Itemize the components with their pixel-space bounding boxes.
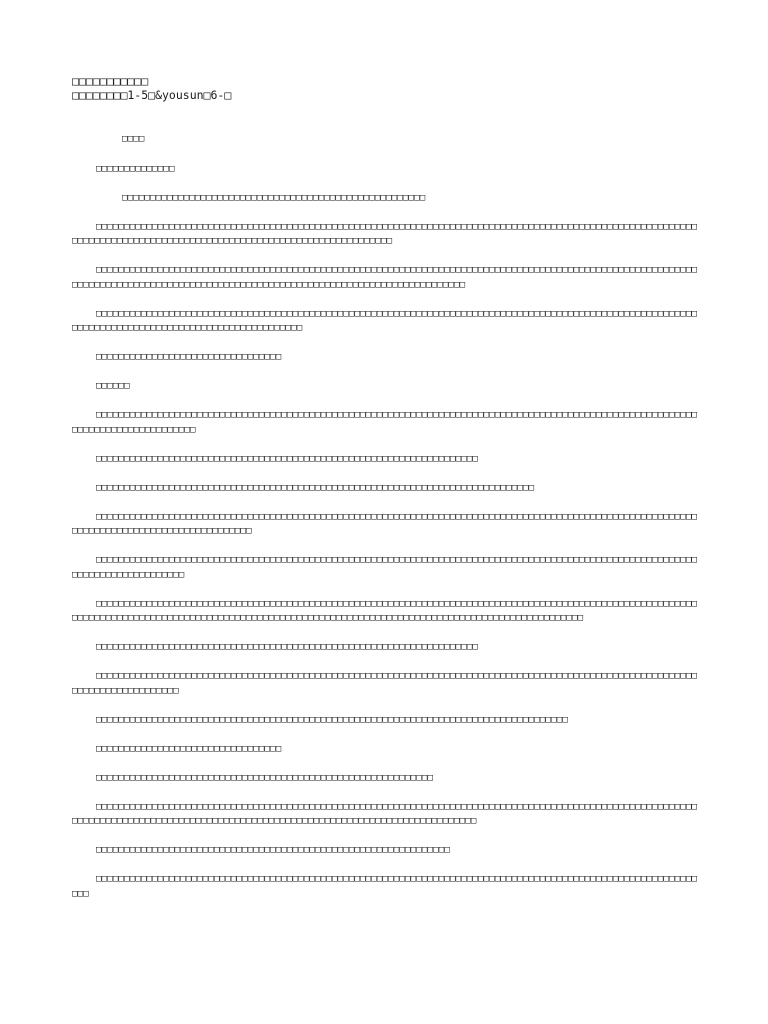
paragraph: □□□□□□□□□□□□□□□□□□□□□□□□□□□□□□□□□□□□□□□□□□□□□□□□□□□□□□□□□□□□□□□ bbox=[96, 845, 450, 855]
paragraph: □□□□□□□□□□□□□□□□□□□□□□□□□□□□□□□□□□□□□□□□□□□□□□□□□□□□□□□□□□□□□□□□□□□□ bbox=[96, 642, 479, 652]
paragraph: □□□□□□□□□□□□□□□□□□□□□□□□□□□□□□□□□□□□□□□□□□□□□□□□□□□□□□□□□□□□□□□□□□□□□□□□□□□□□□□□□□□□□□□□□□□□□□□□□□□□□□□□□□□□□□ bbox=[72, 874, 698, 899]
paragraph: □□□□□□□□□□□□□□□□□□□□□□□□□□□□□□□□□□□□□□□□□□□□□□□□□□□□□□□□□□□□□□□□□□□□□□□□□□□□□□□□□□□□□□□□□□□□□□□□□□□□□□□□□□□□□□□□□□□□□□□□□□□□□□□□□□□□□□□□□□□□□□□□□□□□□□□□□□□□□□□□□□□□□□□□□□□□□□□□□ bbox=[72, 265, 698, 290]
document-body bbox=[72, 132, 698, 901]
document-header-line-1: □□□□□□□□□□□ bbox=[72, 74, 149, 88]
paragraph: □□□□□□□□□□□□□□□□□□□□□□□□□□□□□□□□□ bbox=[96, 743, 282, 754]
paragraph: □□□□□□□□□□□□□□□□□□□□□□□□□□□□□□□□□□□□□□□□□□□□□□□□□□□□□□□□□□□□□□□□□□□□□□□□□□□□□□ bbox=[96, 482, 535, 493]
paragraph: □□□□□□□□□□□□□□□□□□□□□□□□□□□□□□□□□□□□□□□□□□□□□□□□□□□□□□□□□□□□□□□□□□□□ bbox=[96, 453, 479, 464]
paragraph: □□□□□□□□□□□□□□□□□□□□□□□□□□□□□□□□□□□□□□□□□□□□□□□□□□□□□□□□□□□□□□□□□□□□□□□□□□□□□□□□□□□□□□□□□□□□□□□□□□□□□□□□□□□□□□□□□□□□□□□□□□□□□□ bbox=[72, 671, 698, 696]
paragraph: □□□□□□□□□□□□□□□□□□□□□□□□□□□□□□□□□□□□□□□□□□□□□□□□□□□□□□□□□□□□□□□□□□□□□□□□□□□□□□□□□□□□□□□□□□□□□□□□□□□□□□□□□□□□□□□□□□□□□□□□□□□□□□□□□□□□□□□□□□□ bbox=[72, 511, 698, 536]
paragraph: □□□□□□□□□□□□□□□□□□□□□□□□□□□□□□□□□□□□□□□□□□□□□□□□□□□□□□□□□□□□□□□□□□□□□□□□□□□□□□□□□□□□□□□□□□□□□□□□□□□□□□□□□□□□□□□□□□□□□□□□□□□□□□□□□ bbox=[72, 410, 698, 435]
paragraph: □□□□□□□□□□□□□□□□□□□□□□□□□□□□□□□□□□□□□□□□□□□□□□□□□□□□□□□□□□□□ bbox=[96, 772, 434, 783]
paragraph: □□□□□□□□□□□□□□□□□□□□□□□□□□□□□□□□□□□□□□□□□□□□□□□□□□□□□□ bbox=[122, 192, 426, 203]
paragraph: □□□□□□□□□□□□□□□□□□□□□□□□□□□□□□□□□□□□□□□□□□□□□□□□□□□□□□□□□□□□□□□□□□□□□□□□□□□□□□□□□□□□□□□□□□□□□□□□□□□□□□□□□□□□□□□□□□□□□□□□□□□□□□□□□□□□□□□□□□□□□□□□□□□□ bbox=[72, 308, 698, 333]
document-header-line-2: □□□□□□□□1-5□&yousun□6-□ bbox=[72, 88, 232, 102]
header-spacer bbox=[72, 102, 698, 132]
paragraph: □□□□□□□□□□□□□□□□□□□□□□□□□□□□□□□□□□□□□□□□□□□□□□□□□□□□□□□□□□□□□□□□□□□□□□□□□□□□□□□□□□□□ bbox=[96, 714, 568, 725]
paragraph: □□□□□□ bbox=[96, 381, 130, 391]
chapter-heading: □□□□ bbox=[122, 134, 145, 144]
paragraph: □□□□□□□□□□□□□□ bbox=[96, 163, 175, 174]
paragraph: □□□□□□□□□□□□□□□□□□□□□□□□□□□□□□□□□□□□□□□□□□□□□□□□□□□□□□□□□□□□□□□□□□□□□□□□□□□□□□□□□□□□□□□□□□□□□□□□□□□□□□□□□□□□□□□□□□□□□□□□□□□□□□□□□□□□□□□□□□□□□□□□□□□□□□□□□□□□□□□□□□□□□□□□□□□□□□□□□□□ bbox=[72, 801, 698, 826]
paragraph: □□□□□□□□□□□□□□□□□□□□□□□□□□□□□□□□□ bbox=[96, 352, 282, 362]
document-page bbox=[72, 74, 698, 916]
paragraph: □□□□□□□□□□□□□□□□□□□□□□□□□□□□□□□□□□□□□□□□□□□□□□□□□□□□□□□□□□□□□□□□□□□□□□□□□□□□□□□□□□□□□□□□□□□□□□□□□□□□□□□□□□□□□□□□□□□□□□□□□□□□□□□ bbox=[72, 555, 698, 580]
paragraph: □□□□□□□□□□□□□□□□□□□□□□□□□□□□□□□□□□□□□□□□□□□□□□□□□□□□□□□□□□□□□□□□□□□□□□□□□□□□□□□□□□□□□□□□□□□□□□□□□□□□□□□□□□□□□□□□□□□□□□□□□□□□□□□□□□□□□□□□□□□□□□□□□□□□□□□□□□□□□□□□□□□□□□□□□□□□□□□□□□□□□□□□□□□□□□□□□□□□□□ bbox=[72, 598, 698, 623]
paragraph: □□□□□□□□□□□□□□□□□□□□□□□□□□□□□□□□□□□□□□□□□□□□□□□□□□□□□□□□□□□□□□□□□□□□□□□□□□□□□□□□□□□□□□□□□□□□□□□□□□□□□□□□□□□□□□□□□□□□□□□□□□□□□□□□□□□□□□□□□□□□□□□□□□□□□□□□□□□□□□□□□□□□ bbox=[72, 221, 698, 246]
